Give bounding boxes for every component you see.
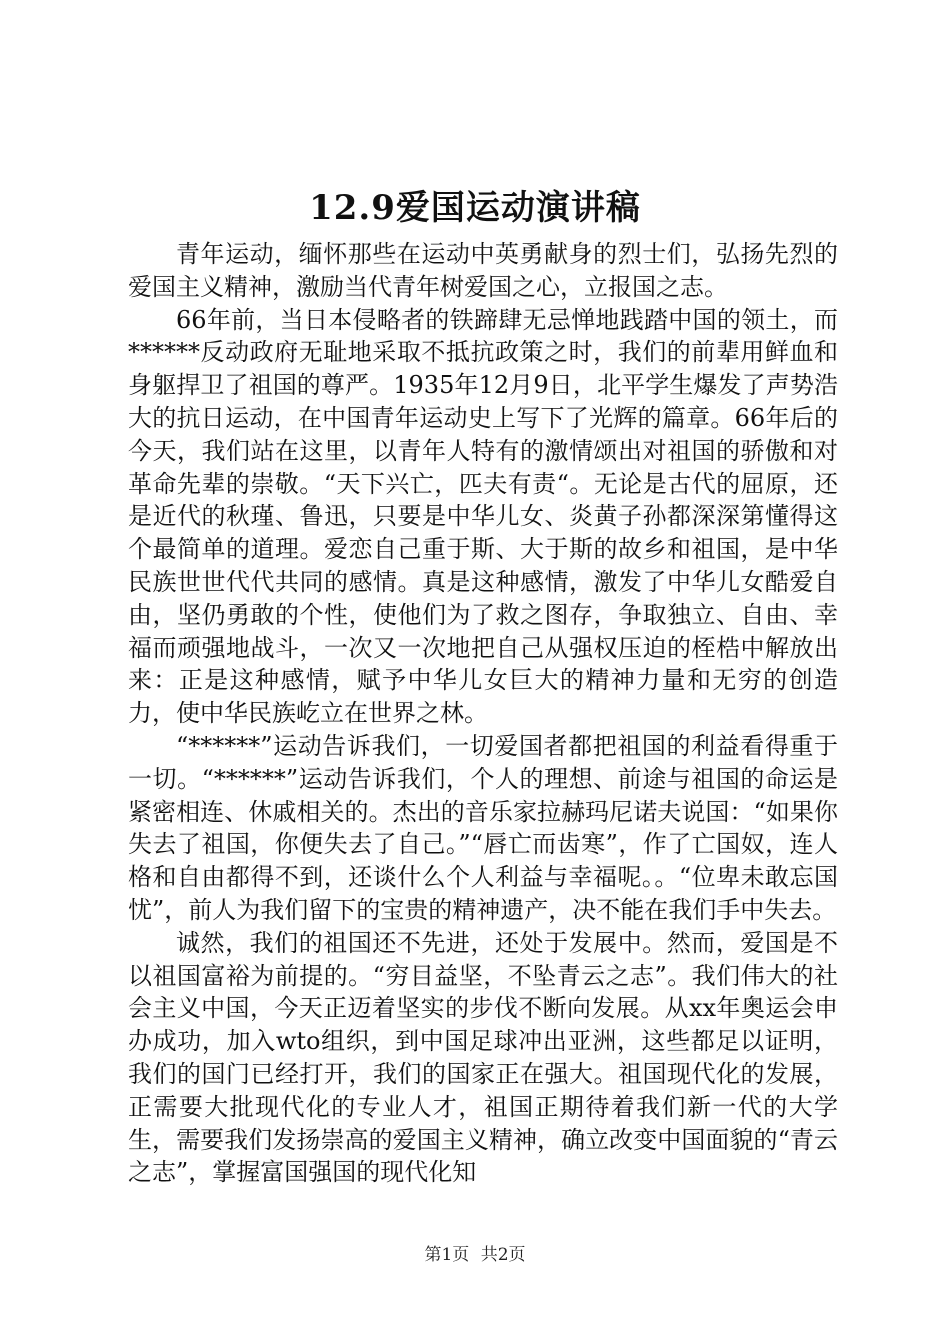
page-number-current: 第1页 (424, 1245, 470, 1265)
paragraph-2: 66年前，当日本侵略者的铁蹄肆无忌惮地践踏中国的领土，而******反动政府无耻地采取不抵抗政策之时，我们的前辈用鲜血和身躯捍卫了祖国的尊严。1935年12月9日，北平学生爆发了声势浩大的抗日运动，在中国青年运动史上写下了光辉的篇章。66年后的今天，我们站在这里，以青年人特有的激情颂出对祖国的骄傲和对革命先辈的崇敬。“天下兴亡，匹夫有责“。无论是古代的屈原，还是近代的秋瑾、鲁迅，只要是中华儿女、炎黄子孙都深深第懂得这个最简单的道理。爱恋自己重于斯、大于斯的故乡和祖国，是中华民族世世代代共同的感情。真是这种感情，激发了中华儿女酷爱自由，坚仍勇敢的个性，使他们为了救之图存，争取独立、自由、幸福而顽强地战斗，一次又一次地把自己从强权压迫的桎梏中解放出来：正是这种感情，赋予中华儿女巨大的精神力量和无穷的创造力，使中华民族屹立在世界之林。 (128, 305, 838, 728)
page-number-total: 共2页 (480, 1245, 526, 1265)
paragraph-1: 青年运动，缅怀那些在运动中英勇献身的烈士们，弘扬先烈的爱国主义精神，激励当代青年树爱国之心，立报国之志。 (128, 240, 838, 301)
body-text (128, 238, 838, 1189)
page-title: 12.9爱国运动演讲稿 (309, 188, 641, 228)
paragraph-4: 诚然，我们的祖国还不先进，还处于发展中。然而，爱国是不以祖国富裕为前提的。“穷目益坚，不坠青云之志”。我们伟大的社会主义中国，今天正迈着坚实的步伐不断向发展。从xx年奥运会申办成功，加入wto组织，到中国足球冲出亚洲，这些都足以证明，我们的国门已经打开，我们的国家正在强大。祖国现代化的发展，正需要大批现代化的专业人才，祖国正期待着我们新一代的大学生，需要我们发扬崇高的爱国主义精神，确立改变中国面貌的“青云之志”，掌握富国强国的现代化知 (128, 928, 838, 1187)
page-footer (0, 1244, 950, 1266)
paragraph-3: “******”运动告诉我们，一切爱国者都把祖国的利益看得重于一切。“******”运动告诉我们，个人的理想、前途与祖国的命运是紧密相连、休戚相关的。杰出的音乐家拉赫玛尼诺夫说国：“如果你失去了祖国，你便失去了自己。”“唇亡而齿寒”，作了亡国奴，连人格和自由都得不到，还谈什么个人利益与幸福呢。。“位卑未敢忘国忧”，前人为我们留下的宝贵的精神遗产，决不能在我们手中失去。 (128, 731, 838, 924)
